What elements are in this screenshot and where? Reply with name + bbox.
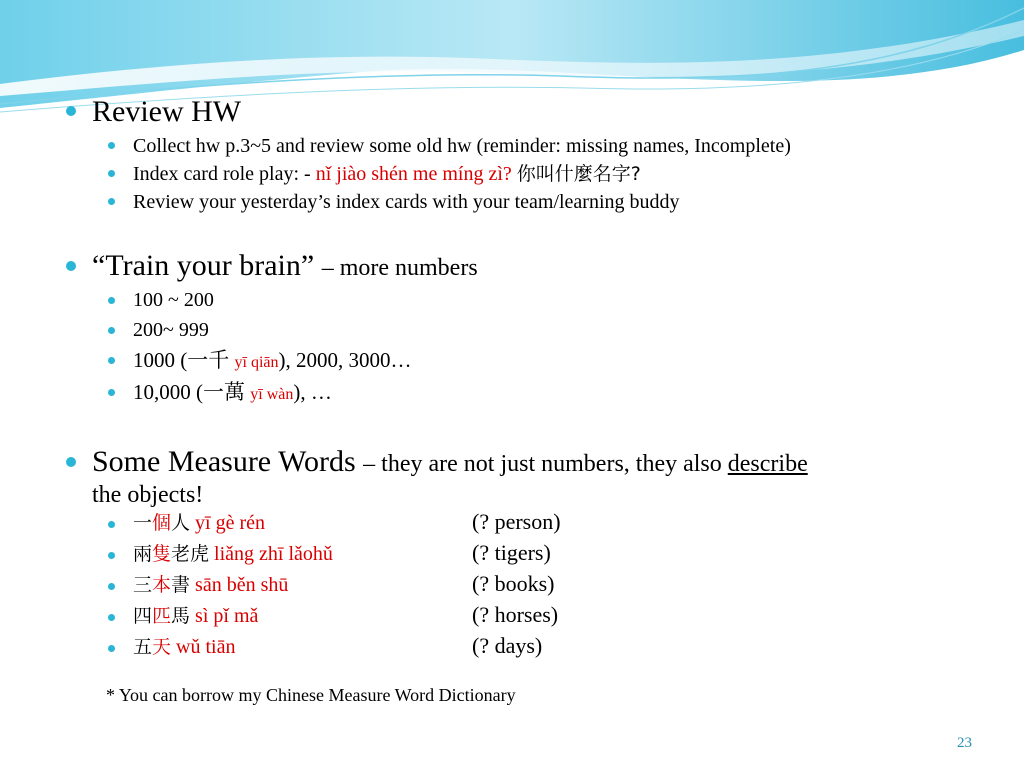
measure-item — [133, 635, 235, 659]
measure-item — [133, 542, 333, 566]
measure-gloss: (? books) — [472, 571, 555, 596]
measure-item — [133, 604, 258, 628]
measure-pinyin: sì pǐ mǎ — [195, 605, 259, 627]
measure-noun: 老虎 — [171, 543, 210, 565]
number-item — [133, 380, 332, 407]
measure-gloss: (? days) — [472, 633, 543, 658]
number-pre: 10,000 (一萬 — [133, 380, 251, 404]
bullet-icon — [66, 106, 76, 116]
measure-noun: 書 — [171, 574, 191, 596]
measure-pinyin: yī gè rén — [195, 512, 266, 534]
measure-noun: 人 — [171, 512, 191, 534]
bullet-icon — [108, 198, 115, 205]
bullet-icon — [108, 327, 115, 334]
bullet-icon — [108, 170, 115, 177]
measure-number: 五 — [133, 636, 153, 658]
measure-subtitle-line2: the objects! — [92, 482, 204, 508]
measure-number: 三 — [133, 574, 153, 596]
section-measure-title — [92, 445, 808, 481]
measure-number: 一 — [133, 512, 153, 534]
measure-noun: 馬 — [171, 605, 191, 627]
measure-word: 天 — [152, 636, 172, 658]
measure-gloss: (? person) — [472, 509, 561, 534]
measure-gloss: (? horses) — [472, 602, 559, 627]
train-title: “Train your brain” — [92, 249, 315, 282]
measure-word: 本 — [152, 574, 172, 596]
bullet-icon — [108, 645, 115, 652]
number-pinyin: yī wàn — [250, 386, 294, 403]
measure-word: 匹 — [152, 605, 172, 627]
roleplay-pinyin: nǐ jiào shén me míng zì? — [315, 163, 512, 185]
train-subtitle: – more numbers — [321, 255, 478, 281]
measure-title: Some Measure Words — [92, 445, 356, 478]
bullet-icon — [108, 521, 115, 528]
bullet-icon — [108, 142, 115, 149]
review-item — [133, 162, 641, 186]
bullet-icon — [108, 614, 115, 621]
footnote: * You can borrow my Chinese Measure Word Dictionary — [106, 685, 516, 705]
section-train-title — [92, 249, 478, 285]
measure-word: 隻 — [152, 543, 172, 565]
roleplay-chinese: 你叫什麼名字? — [516, 163, 641, 185]
number-pre: 1000 (一千 — [133, 348, 235, 372]
review-item: Review your yesterday’s index cards with your team/learning buddy — [133, 191, 680, 213]
measure-item — [133, 511, 265, 535]
bullet-icon — [108, 389, 115, 396]
measure-word: 個 — [152, 512, 172, 534]
measure-number: 兩 — [133, 543, 153, 565]
measure-number: 四 — [133, 605, 153, 627]
number-item: 100 ~ 200 — [133, 289, 214, 311]
number-post: ), 2000, 3000… — [278, 348, 412, 372]
measure-pinyin: liǎng zhī lǎohǔ — [214, 543, 333, 565]
section-review-title: Review HW — [92, 95, 242, 128]
measure-pinyin: sān běn shū — [195, 574, 289, 596]
bullet-icon — [66, 457, 76, 467]
bullet-icon — [108, 552, 115, 559]
review-item: Collect hw p.3~5 and review some old hw (reminder: missing names, Incomplete) — [133, 135, 791, 157]
measure-gloss: (? tigers) — [472, 540, 551, 565]
bullet-icon — [108, 357, 115, 364]
bullet-icon — [66, 261, 76, 271]
measure-subtitle-underlined: describe — [727, 451, 808, 477]
roleplay-label: Index card role play: - — [133, 163, 316, 185]
bullet-icon — [108, 297, 115, 304]
measure-item — [133, 573, 288, 597]
bullet-icon — [108, 583, 115, 590]
measure-pinyin: wǔ tiān — [176, 636, 236, 658]
measure-subtitle: – they are not just numbers, they also — [363, 451, 728, 477]
number-pinyin: yī qiān — [234, 354, 279, 371]
number-item: 200~ 999 — [133, 319, 209, 341]
number-post: ), … — [293, 380, 332, 404]
number-item — [133, 348, 412, 375]
page-number: 23 — [957, 735, 972, 751]
